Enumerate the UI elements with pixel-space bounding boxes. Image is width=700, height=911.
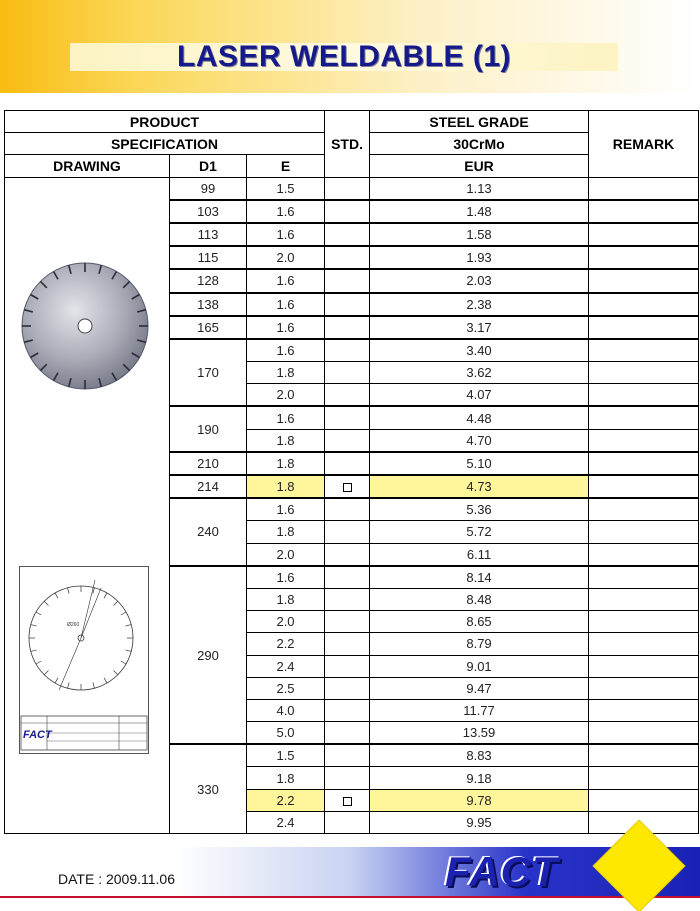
e-cell: 1.6	[247, 200, 325, 223]
std-cell	[325, 633, 370, 655]
d1-cell: 115	[170, 246, 247, 269]
e-cell: 1.6	[247, 339, 325, 362]
footer-divider	[0, 896, 700, 898]
date-label: DATE : 2009.11.06	[58, 871, 175, 887]
std-cell	[325, 789, 370, 811]
e-cell: 1.6	[247, 293, 325, 316]
price-cell: 6.11	[370, 543, 589, 566]
price-cell: 9.47	[370, 677, 589, 699]
remark-cell	[589, 655, 699, 677]
d1-cell: 99	[170, 177, 247, 200]
price-cell: 1.58	[370, 223, 589, 246]
d1-cell: 190	[170, 406, 247, 451]
d1-cell: 330	[170, 744, 247, 833]
e-cell: 1.6	[247, 406, 325, 429]
price-cell: 4.73	[370, 475, 589, 498]
std-cell	[325, 293, 370, 316]
e-cell: 2.2	[247, 789, 325, 811]
price-cell: 4.07	[370, 384, 589, 407]
d1-cell: 128	[170, 269, 247, 292]
remark-cell	[589, 246, 699, 269]
price-table	[4, 110, 699, 834]
drawing-dimension-label: Ø260	[67, 621, 80, 628]
remark-cell	[589, 384, 699, 407]
price-cell: 3.62	[370, 362, 589, 384]
product-header: PRODUCT	[5, 111, 325, 133]
std-cell	[325, 498, 370, 521]
d1-cell: 103	[170, 200, 247, 223]
price-cell: 11.77	[370, 699, 589, 721]
price-cell: 8.48	[370, 588, 589, 610]
price-cell: 5.36	[370, 498, 589, 521]
std-cell	[325, 200, 370, 223]
std-cell	[325, 566, 370, 589]
e-cell: 2.0	[247, 611, 325, 633]
d1-cell: 290	[170, 566, 247, 745]
header-row-product	[5, 111, 699, 133]
remark-cell	[589, 566, 699, 589]
drawing-cell	[5, 177, 170, 833]
e-cell: 1.6	[247, 223, 325, 246]
d1-cell: 113	[170, 223, 247, 246]
header-banner	[0, 0, 700, 93]
price-cell: 4.70	[370, 429, 589, 452]
std-cell	[325, 406, 370, 429]
drawing-header: DRAWING	[5, 155, 170, 177]
std-cell	[325, 177, 370, 200]
price-cell: 2.38	[370, 293, 589, 316]
remark-cell	[589, 316, 699, 339]
brand-logo: FACT	[445, 848, 559, 895]
price-cell: 9.78	[370, 789, 589, 811]
saw-blade-photo	[19, 260, 151, 392]
price-cell: 9.18	[370, 767, 589, 789]
page-title: LASER WELDABLE (1)	[177, 40, 511, 73]
d1-cell: 240	[170, 498, 247, 566]
d1-cell: 210	[170, 452, 247, 475]
price-cell: 4.48	[370, 406, 589, 429]
e-cell: 1.8	[247, 452, 325, 475]
e-cell: 1.8	[247, 475, 325, 498]
svg-text:FACT: FACT	[23, 728, 52, 741]
e-cell: 1.8	[247, 362, 325, 384]
std-cell	[325, 811, 370, 833]
price-cell: 8.83	[370, 744, 589, 767]
d1-cell: 214	[170, 475, 247, 498]
price-cell: 1.48	[370, 200, 589, 223]
price-cell: 8.14	[370, 566, 589, 589]
e-cell: 1.8	[247, 429, 325, 452]
technical-drawing	[19, 566, 149, 754]
e-cell: 1.6	[247, 566, 325, 589]
std-cell	[325, 223, 370, 246]
e-cell: 2.0	[247, 543, 325, 566]
price-cell: 1.13	[370, 177, 589, 200]
remark-cell	[589, 339, 699, 362]
remark-cell	[589, 588, 699, 610]
std-header: STD.	[325, 111, 370, 178]
remark-cell	[589, 789, 699, 811]
remark-cell	[589, 767, 699, 789]
e-cell: 1.8	[247, 767, 325, 789]
e-cell: 4.0	[247, 699, 325, 721]
grade-header: 30CrMo	[370, 133, 589, 155]
std-cell	[325, 269, 370, 292]
std-cell	[325, 699, 370, 721]
std-cell	[325, 722, 370, 745]
d1-cell: 165	[170, 316, 247, 339]
remark-cell	[589, 293, 699, 316]
std-cell	[325, 588, 370, 610]
e-cell: 2.5	[247, 677, 325, 699]
std-cell	[325, 767, 370, 789]
std-cell	[325, 384, 370, 407]
remark-cell	[589, 406, 699, 429]
e-cell: 1.6	[247, 498, 325, 521]
remark-cell	[589, 177, 699, 200]
remark-cell	[589, 722, 699, 745]
remark-cell	[589, 677, 699, 699]
remark-cell	[589, 498, 699, 521]
price-cell: 13.59	[370, 722, 589, 745]
std-cell	[325, 744, 370, 767]
std-cell	[325, 429, 370, 452]
e-header: E	[247, 155, 325, 177]
currency-header: EUR	[370, 155, 589, 177]
price-cell: 5.10	[370, 452, 589, 475]
std-cell	[325, 611, 370, 633]
remark-cell	[589, 633, 699, 655]
remark-cell	[589, 521, 699, 543]
e-cell: 2.0	[247, 246, 325, 269]
price-cell: 2.03	[370, 269, 589, 292]
std-cell	[325, 246, 370, 269]
std-cell	[325, 362, 370, 384]
price-cell: 9.01	[370, 655, 589, 677]
e-cell: 2.0	[247, 384, 325, 407]
e-cell: 1.5	[247, 744, 325, 767]
std-cell	[325, 316, 370, 339]
std-cell	[325, 677, 370, 699]
remark-cell	[589, 200, 699, 223]
e-cell: 5.0	[247, 722, 325, 745]
price-cell: 1.93	[370, 246, 589, 269]
remark-cell	[589, 269, 699, 292]
price-cell: 8.65	[370, 611, 589, 633]
std-cell	[325, 521, 370, 543]
remark-cell	[589, 699, 699, 721]
specification-header: SPECIFICATION	[5, 133, 325, 155]
std-cell	[325, 543, 370, 566]
e-cell: 2.2	[247, 633, 325, 655]
steel-grade-header: STEEL GRADE	[370, 111, 589, 133]
std-cell	[325, 452, 370, 475]
remark-cell	[589, 744, 699, 767]
remark-cell	[589, 475, 699, 498]
std-cell	[325, 475, 370, 498]
std-cell	[325, 339, 370, 362]
square-icon	[343, 797, 352, 806]
e-cell: 1.8	[247, 588, 325, 610]
remark-cell	[589, 362, 699, 384]
e-cell: 2.4	[247, 655, 325, 677]
e-cell: 2.4	[247, 811, 325, 833]
d1-cell: 170	[170, 339, 247, 407]
d1-cell: 138	[170, 293, 247, 316]
std-cell	[325, 655, 370, 677]
d1-header: D1	[170, 155, 247, 177]
remark-cell	[589, 429, 699, 452]
square-icon	[343, 483, 352, 492]
remark-cell	[589, 543, 699, 566]
e-cell: 1.6	[247, 316, 325, 339]
e-cell: 1.6	[247, 269, 325, 292]
e-cell: 1.5	[247, 177, 325, 200]
price-cell: 3.17	[370, 316, 589, 339]
remark-header: REMARK	[589, 111, 699, 178]
remark-cell	[589, 223, 699, 246]
remark-cell	[589, 452, 699, 475]
e-cell: 1.8	[247, 521, 325, 543]
price-cell: 5.72	[370, 521, 589, 543]
table-row	[5, 177, 699, 200]
price-cell: 3.40	[370, 339, 589, 362]
remark-cell	[589, 611, 699, 633]
price-cell: 8.79	[370, 633, 589, 655]
price-cell: 9.95	[370, 811, 589, 833]
